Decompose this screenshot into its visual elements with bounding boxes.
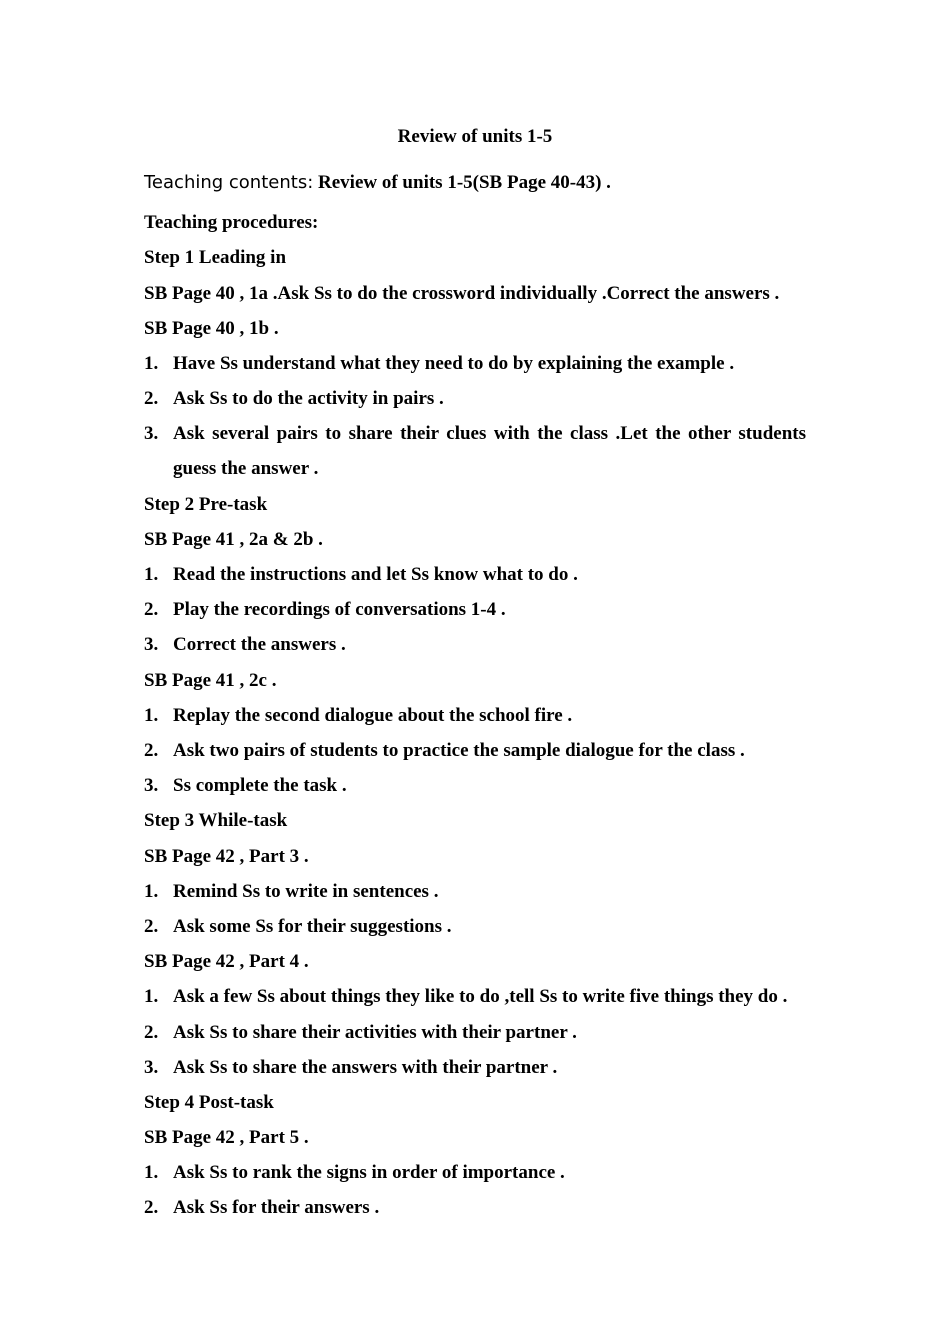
list-item-number: 3.: [144, 775, 159, 796]
list-item-number: 2.: [144, 1197, 159, 1218]
list-item-number: 1.: [144, 705, 159, 726]
list-item-text: Ask a few Ss about things they like to do ,tell Ss to write five things they do .: [173, 986, 788, 1007]
list-item-number: 1.: [144, 564, 159, 585]
list-item-number: 2.: [144, 1022, 159, 1043]
list-item-number: 1.: [144, 881, 159, 902]
list-item: [144, 1196, 806, 1220]
list-item: [144, 985, 806, 1009]
list-item-text: Read the instructions and let Ss know what to do .: [173, 564, 578, 585]
list-item-number: 2.: [144, 388, 159, 409]
section-ref: SB Page 42 , Part 4 .: [144, 951, 309, 972]
list-item-number: 1.: [144, 353, 159, 374]
list-item-text: Ss complete the task .: [173, 775, 347, 796]
list-item: [144, 1021, 806, 1045]
list-item-text: Play the recordings of conversations 1-4 .: [173, 599, 506, 620]
teaching-contents-value: Review of units 1-5(SB Page 40-43) .: [313, 172, 611, 193]
list-item: [144, 774, 806, 798]
list-item-text: Have Ss understand what they need to do by explaining the example .: [173, 353, 735, 374]
list-item-text: Ask Ss to rank the signs in order of importance .: [173, 1162, 565, 1183]
list-item-text: Ask Ss to do the activity in pairs .: [173, 388, 444, 409]
section-ref: SB Page 41 , 2c .: [144, 670, 277, 691]
list-item-text: Replay the second dialogue about the school fire .: [173, 705, 573, 726]
teaching-contents-line: [144, 171, 806, 195]
section-ref: SB Page 40 , 1b .: [144, 318, 279, 339]
section-ref: SB Page 41 , 2a & 2b .: [144, 529, 323, 550]
list-item-text: Correct the answers .: [173, 634, 346, 655]
list-item-text: Ask some Ss for their suggestions .: [173, 916, 452, 937]
teaching-procedures-heading: Teaching procedures:: [144, 212, 319, 233]
list-item: [144, 352, 806, 376]
step-heading: Step 2 Pre-task: [144, 494, 268, 515]
list-item-number: 3.: [144, 634, 159, 655]
list-item: [144, 563, 806, 587]
list-item: [144, 1056, 806, 1080]
list-item: [144, 416, 806, 486]
document-title: Review of units 1-5: [397, 126, 553, 147]
list-item-number: 2.: [144, 599, 159, 620]
list-item: [144, 704, 806, 728]
list-item: [144, 1161, 806, 1185]
list-item-text: Remind Ss to write in sentences .: [173, 881, 439, 902]
list-item-number: 3.: [144, 1057, 159, 1078]
list-item-number: 3.: [144, 423, 159, 444]
list-item-text: Ask two pairs of students to practice the sample dialogue for the class .: [173, 740, 745, 761]
list-item: [144, 598, 806, 622]
list-item: [144, 633, 806, 657]
section-ref: SB Page 40 , 1a .Ask Ss to do the crossword individually .Correct the answers .: [144, 283, 780, 304]
list-item: [144, 880, 806, 904]
section-ref: SB Page 42 , Part 3 .: [144, 846, 309, 867]
section-ref: SB Page 42 , Part 5 .: [144, 1127, 309, 1148]
list-item-text: Ask several pairs to share their clues with the class .Let the other students guess the answer .: [173, 423, 806, 479]
list-item-number: 2.: [144, 740, 159, 761]
list-item: [144, 387, 806, 411]
step-heading: Step 4 Post-task: [144, 1092, 274, 1113]
teaching-contents-label: Teaching contents:: [144, 172, 314, 193]
list-item: [144, 739, 806, 763]
list-item-text: Ask Ss to share their activities with their partner .: [173, 1022, 577, 1043]
list-item-number: 1.: [144, 986, 159, 1007]
list-item-text: Ask Ss for their answers .: [173, 1197, 380, 1218]
list-item-text: Ask Ss to share the answers with their partner .: [173, 1057, 558, 1078]
list-item-number: 1.: [144, 1162, 159, 1183]
list-item-number: 2.: [144, 916, 159, 937]
list-item: [144, 915, 806, 939]
step-heading: Step 3 While-task: [144, 810, 288, 831]
step-heading: Step 1 Leading in: [144, 247, 287, 268]
